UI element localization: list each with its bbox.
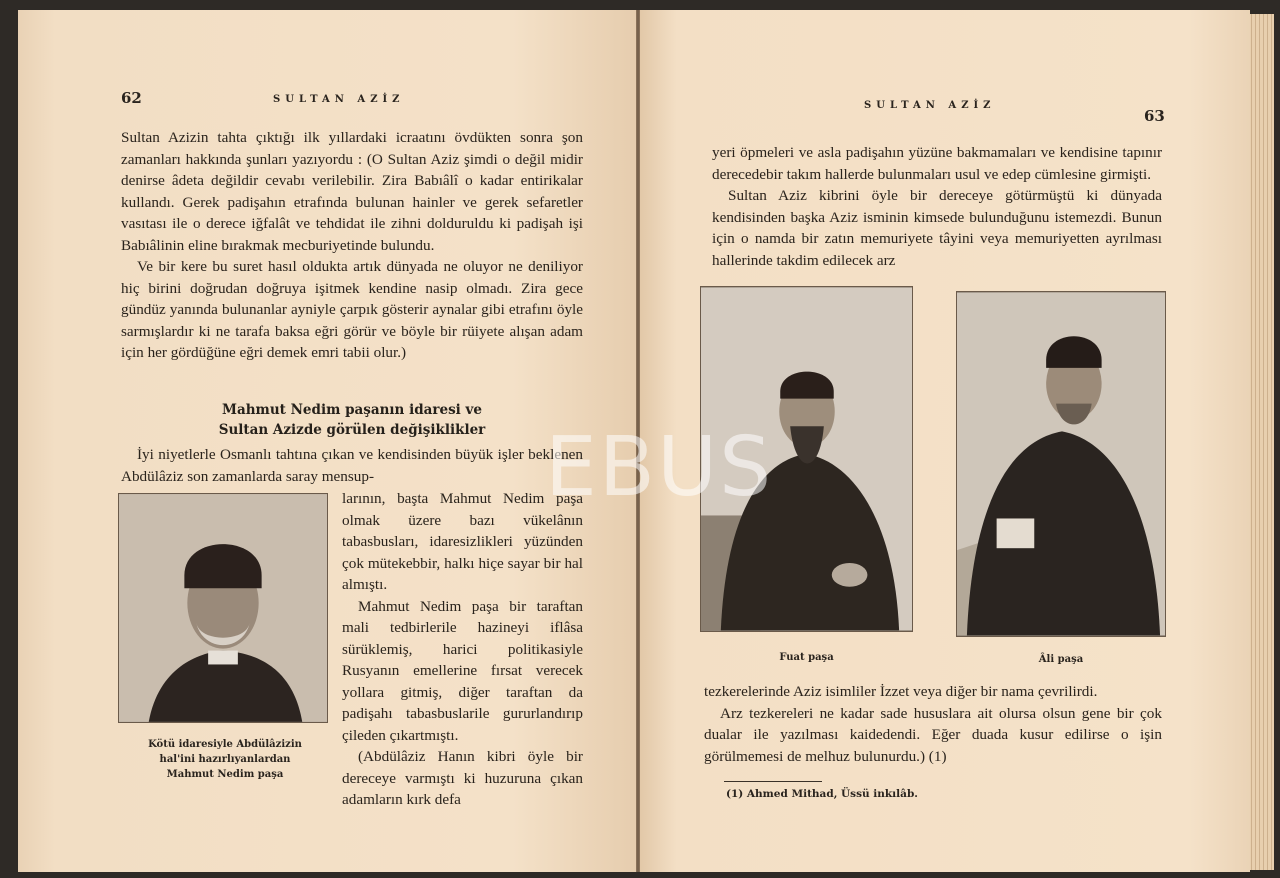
left-page-number: 62 [121, 89, 142, 107]
left-top-text [121, 127, 583, 364]
portrait-figure [119, 494, 327, 722]
paragraph: (Abdülâziz Hanın kibri öyle bir dereceye varmıştı ki huzuruna çıkan adamların kırk defa [342, 748, 583, 808]
paragraph: Sultan Azizin tahta çıktığı ilk yıllardaki icraatını övdükten sonra şon zamanları hakkında şunları yazıyordu : (O Sultan Aziz şimdi o değil midir denirse âdeta değildir cevabı verilebilir. Zira Babıâlî o kadar entirikalar kullandı. Gerek padişahın etrafında bulunan hainler ve gerek sefaretler vasıtası ile o derece iğfalât ve tehdidat ile zihni dolduruldu ki padişah işi Babıâlinin eline bırakmak mecburiyetinde bulundu. [121, 129, 583, 254]
heading-line: Sultan Azizde görülen değişiklikler [218, 422, 486, 438]
watermark: EBUS [545, 420, 774, 515]
caption-line: hal'ini hazırlıyanlardan [159, 754, 291, 765]
paragraph: Mahmut Nedim paşa bir taraftan mali tedbirlerile hazineyi iflâsa sürüklemiş, harici politikasiyle Rusyanın emellerine fırsat verecek yollara gitmiş, diğer taraftan da padişahı tabasbuslarile gururlandırıp çileden çıkartmıştı. [342, 597, 583, 744]
heading-line: Mahmut Nedim paşanın idaresi ve [222, 402, 482, 418]
right-page-number: 63 [1144, 107, 1165, 125]
caption-line: Kötü idaresiyle Abdülâzizin [148, 739, 302, 750]
portrait-mahmut-nedim [118, 493, 328, 723]
photo-caption-fuat: Fuat paşa [779, 652, 834, 663]
paragraph: yeri öpmeleri ve asla padişahın yüzüne bakmamaları ve kendisine tapınır derecedebir takım hallerde bulunmaları usul ve edep cümlesine girmişti. [712, 144, 1162, 183]
section-heading [121, 400, 583, 440]
left-running-head: SULTAN AZİZ [273, 94, 405, 105]
intro-text [121, 444, 583, 487]
paragraph: larının, başta Mahmut Nedim paşa olmak üzere bazı vükelânın tabasbusları, idaresizlikleri yüzünden çok mütekebbir, halkı hiçe sayar bir hal almıştı. [342, 490, 583, 593]
left-page [18, 10, 636, 872]
column-text [342, 488, 583, 811]
right-running-head: SULTAN AZİZ [864, 100, 996, 111]
page-edges [1248, 14, 1274, 870]
paragraph: Ve bir kere bu suret hasıl oldukta artık dünyada ne oluyor ne deniliyor hiç birini doğrudan doğruya işitmek kendine nasip olmadı. Zira gece gündüz yanında bulunanlar ayniyle çarpık gösterir aynalar gibi etrafını öyle sarmışlardır ki ne tarafa baksa eğri görür ve böyle bir rüiyete alışan adam için her gördüğüne eğri demek emri tabii olur.) [121, 258, 583, 361]
footnote: (1) Ahmed Mithad, Üssü inkılâb. [726, 788, 918, 800]
paragraph: Sultan Aziz kibrini öyle bir dereceye götürmüştü ki dünyada kendisinden başka Aziz isminin kimsede bulunduğunu istemezdi. Bunun için o namda bir zatın memuriyete tâyini veya memuriyetten ayrılması hallerinde takdim edilecek arz [712, 187, 1162, 269]
paragraph: Arz tezkereleri ne kadar sade hususlara ait olursa olsun gene bir çok dualar ile yazılması kaidedendi. Eğer duada kusur edilirse o işin görülmemesi de melhuz bulunurdu.) (1) [704, 704, 1162, 765]
footnote-rule [724, 781, 822, 782]
portrait-ali-pasa [956, 291, 1166, 637]
right-bottom-text [704, 681, 1162, 767]
paragraph: tezkerelerinde Aziz isimliler İzzet veya diğer bir nama çevrilirdi. [704, 683, 1098, 700]
caption-line: Mahmut Nedim paşa [166, 769, 284, 780]
portrait-figure [957, 292, 1165, 636]
photo-caption-ali: Âli paşa [1038, 654, 1084, 665]
portrait-caption [118, 737, 332, 782]
paragraph: İyi niyetlerle Osmanlı tahtına çıkan ve kendisinden büyük işler beklenen Abdülâziz son zamanlarda saray mensup- [121, 446, 583, 485]
right-top-text [712, 142, 1162, 271]
